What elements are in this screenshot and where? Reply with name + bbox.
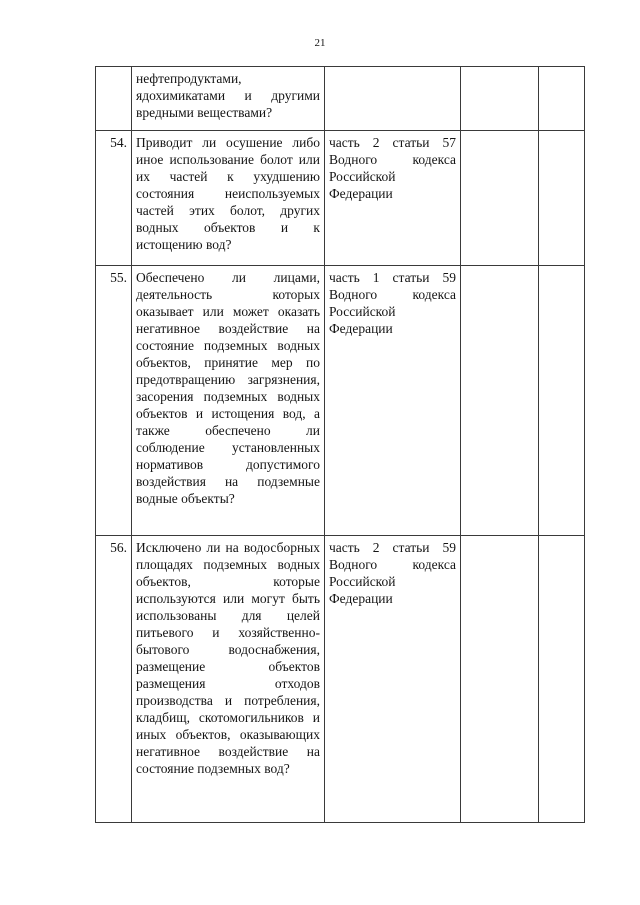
legal-reference-cell: часть 2 статьи 57 Водного кодекса Российской Федерации — [325, 131, 461, 266]
legal-reference-cell: часть 1 статьи 59 Водного кодекса Российской Федерации — [325, 266, 461, 536]
page-number: 21 — [314, 37, 326, 49]
legal-reference-cell — [325, 67, 461, 131]
row-number: 56. — [96, 536, 132, 823]
question-cell: Приводит ли осушение либо иное использование болот или их частей к ухудшению состояния неиспользуемых частей этих болот, других водных объектов и к истощению вод? — [132, 131, 325, 266]
row-number — [96, 67, 132, 131]
row-number: 54. — [96, 131, 132, 266]
question-cell: Обеспечено ли лицами, деятельность которых оказывает или может оказать негативное воздействие на состояние подземных водных объектов, принятие мер по предотвращению загрязнения, засорения подземных водных объектов и истощения вод, а также обеспечено ли соблюдение установленных нормативов допустимого воздействия на подземные водные объекты? — [132, 266, 325, 536]
legal-reference-cell: часть 2 статьи 59 Водного кодекса Российской Федерации — [325, 536, 461, 823]
note-cell — [539, 536, 585, 823]
question-cell: нефтепродуктами, ядохимикатами и другими вредными веществами? — [132, 67, 325, 131]
row-number: 55. — [96, 266, 132, 536]
question-cell: Исключено ли на водосборных площадях подземных водных объектов, которые используются или могут быть использованы для целей питьевого и хозяйственно-бытового водоснабжения, размещение объектов размещения отходов производства и потребления, кладбищ, скотомогильников и иных объектов, оказывающих негативное воздействие на состояние подземных вод? — [132, 536, 325, 823]
note-cell — [539, 266, 585, 536]
note-cell — [539, 131, 585, 266]
answer-cell — [461, 131, 539, 266]
note-cell — [539, 67, 585, 131]
answer-cell — [461, 536, 539, 823]
table-row — [96, 67, 585, 131]
table-row — [96, 131, 585, 266]
checklist-table — [95, 66, 585, 823]
table-row — [96, 536, 585, 823]
table-row — [96, 266, 585, 536]
answer-cell — [461, 67, 539, 131]
answer-cell — [461, 266, 539, 536]
